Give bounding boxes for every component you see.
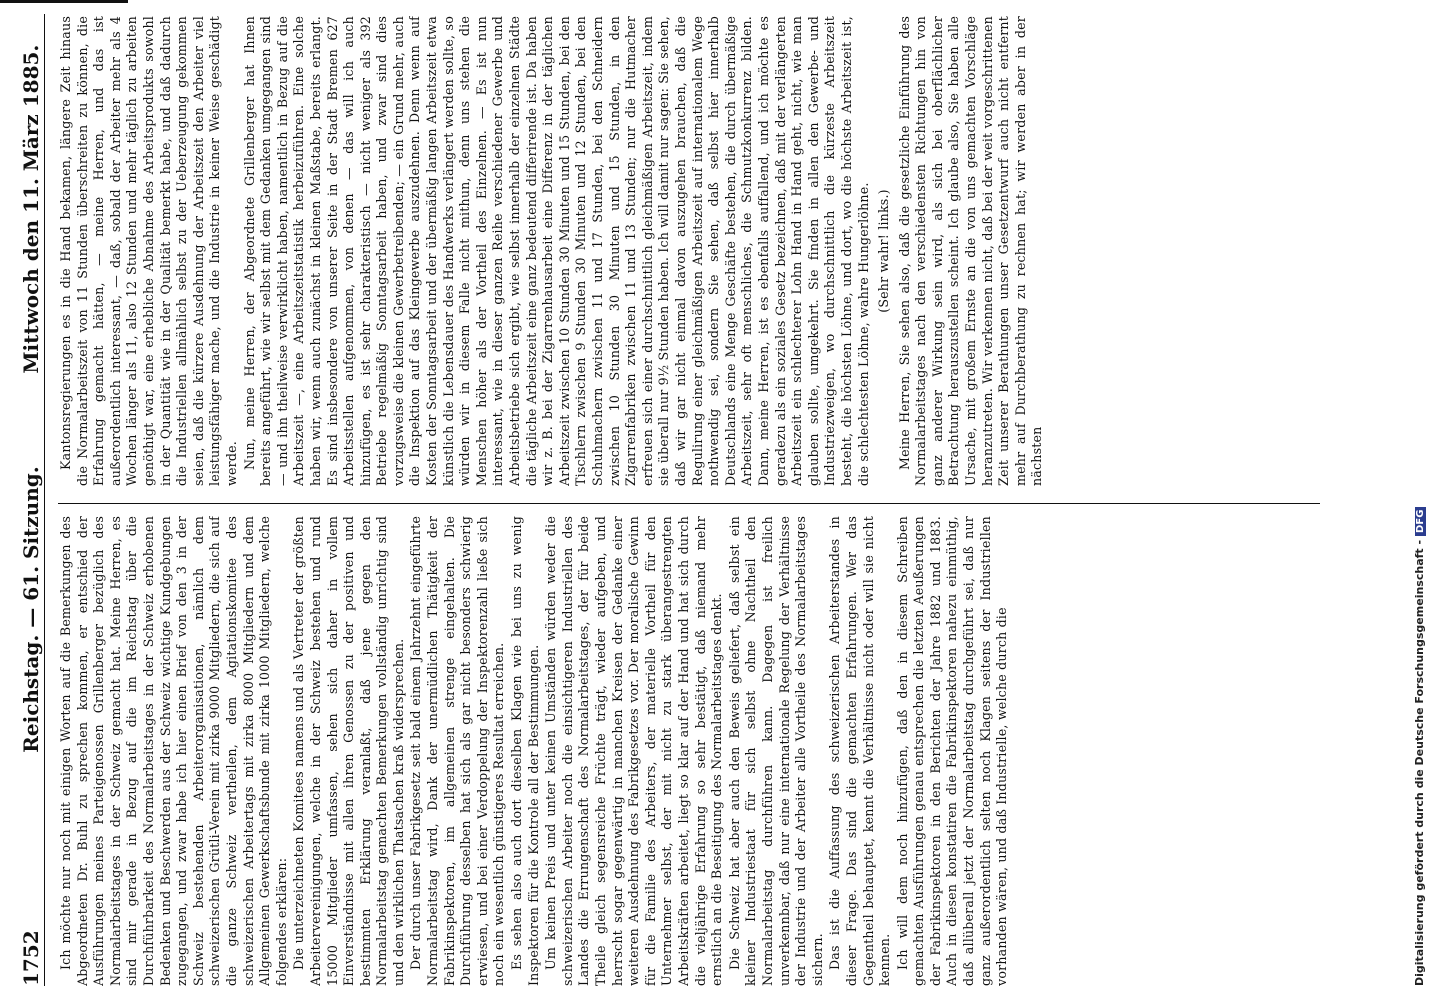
paragraph: Um keinen Preis und unter keinen Umständen würden weder die schweizerischen Arbeiter noch die einsichtigeren Industriellen des Landes die Errungenschaft des Normalarbeitstages, der für beide Theile gleich segensreiche Früchte trägt, wieder aufgeben, und herrscht sogar gegenwärtig in manchen Kreisen der Gedanke einer weiteren Ausdehnung des Fabrikgesetzes vor. Der moralische Gewinn für die Familie des Arbeiters, der materielle Vortheil für den Unternehmer selbst, der mit nicht zu stark überangestrengten Arbeitskräften arbeitet, liegt so klar auf der Hand und hat sich durch die vieljährige Erfahrung so sehr bestätigt, daß niemand mehr ernstlich an die Beseitigung des Normalarbeitstages denkt. [543,516,725,986]
session-title: Reichstag. — 61. Sitzung. [19,466,43,753]
paragraph: Das ist die Auffassung des schweizerischen Arbeiterstandes in dieser Frage. Das sind die gemachten Erfahrungen. Wer das Gegentheil behauptet, kennt die Verhältnisse nicht oder will sie nicht kennen. [827,516,893,986]
paragraph: Die unterzeichneten Komitees namens und als Vertreter der größten Arbeitervereinigungen, welche in der Schweiz bestehen und rund 15000 Mitglieder umfassen, sehen sich daher in vollem Einverständnisse mit allen ihren Genossen zu der positiven und bestimmten Erklärung veranlaßt, daß jene gegen den Normalarbeitstag gemachten Bemerkungen vollständig unrichtig sind und den wirklichen Thatsachen kraß widersprechen. [291,516,406,986]
paragraph: Kantonsregierungen es in die Hand bekamen, längere Zeit hinaus die Normalarbeitszeit von 11 Stunden überschreiten zu können, die Erfahrung gemacht hätten, — meine Herren, und das ist außerordentlich interessant, — daß, sobald der Arbeiter mehr als 4 Wochen länger als 11, also 12 Stunden und mehr täglich zu arbeiten genöthigt war, eine erhebliche Abnahme des Arbeitsprodukts sowohl in der Quantität wie in der Qualität bemerkt habe, und daß dadurch die Industriellen allmählich selbst zu der Ueberzeugung gekommen seien, daß die kürzere Ausdehnung der Arbeitszeit den Arbeiter viel leistungsfähiger mache, und die Industrie in keiner Weise geschädigt werde. [58,16,239,486]
column-divider [58,503,1320,504]
paragraph: Ich möchte nur noch mit einigen Worten auf die Bemerkungen des Abgeordneten Dr. Buhl zu sprechen kommen, er entschied der Ausführungen meines Parteigenossen Grillenberger bezüglich des Normalarbeitstages in der Schweiz gemacht hat. Meine Herren, es sind mir gerade in Bezug auf die im Reichstag über die Durchführbarkeit des Normalarbeitstages in der Schweiz erhobenen Bedenken und Beschwerden aus der Schweiz wichtige Kundgebungen zugegangen, und zwar habe ich hier einen Brief von den 3 in der Schweiz bestehenden Arbeiterorganisationen, nämlich dem schweizerischen Grütli-Verein mit zirka 9000 Mitgliedern, die sich auf die ganze Schweiz vertheilen, dem Agitationskomitee des schweizerischen Arbeitertags mit zirka 8000 Mitgliedern und dem Allgemeinen Gewerkschaftsbunde mit zirka 1000 Mitgliedern, welche folgendes erklären: [58,516,289,986]
paragraph: Meine Herren, Sie sehen also, daß die gesetzliche Einführung des Normalarbeitstages nach den verschiedensten Richtungen hin von ganz anderer Wirkung sein wird, als sich bei oberflächlicher Betrachtung herauszustellen scheint. Ich glaube also, Sie haben alle Ursache, mit großem Ernste an die von uns gemachten Vorschläge heranzutreten. Wir verkennen nicht, daß bei der weit vorgeschrittenen Zeit unserer Berathungen unser Gesetzentwurf auch nicht entfernt mehr auf Durchberathung zu rechnen hat; wir werden aber in der nächsten [896,16,1045,486]
digitization-watermark [1408,6,1428,986]
dfg-logo: DFG [1415,507,1426,536]
interjection: (Sehr wahr! links.) [876,189,892,313]
session-date: Mittwoch den 11. März 1885. [19,44,43,374]
paragraph: Die Schweiz hat aber auch den Beweis geliefert, daß selbst ein kleiner Industriestaat für sich selbst ohne Nachtheil den Normalarbeitstag durchführen kann. Dagegen ist freilich unverkennbar, daß nur eine internationale Regelung der Verhältnisse der Industrie und der Arbeiter alle Vortheile des Normalarbeitstages sichern. [726,516,825,986]
watermark-text: Digitalisierung gefördert durch die Deutsche Forschungsgemeinschaft - [1413,539,1426,986]
paragraph: Der durch unser Fabrikgesetz seit bald einem Jahrzehnt eingeführte Normalarbeitstag wird, Dank der unermüdlichen Thätigkeit der Fabrikinspektoren, im allgemeinen strenge eingehalten. Die Durchführung desselben hat sich als gar nicht besonders schwierig erwiesen, und bei einer Verdoppelung der Inspektorenzahl ließe sich noch ein wesentlich günstigeres Resultat erreichen. [408,516,507,986]
left-column [58,516,1318,986]
paragraph: Es sehen also auch dort dieselben Klagen wie bei uns zu wenig Inspektoren für die Kontrole all der Bestimmungen. [509,516,541,986]
right-column [58,16,1318,486]
paragraph: Ich will dem noch hinzufügen, daß den in diesem Schreiben gemachten Ausführungen genau entsprechen die letzten Aeußerungen der Fabrikinspektoren in den Berichten der Jahre 1882 und 1883. Auch in diesen konstatiren die Fabrikinspektoren nahezu einmüthig, daß allüberall jetzt der Normalarbeitstag durchgeführt sei, daß nur ganz außerordentlich selten noch Klagen seitens der Industriellen vorhanden wären, und daß Industrielle, welche durch die [894,516,1010,986]
paragraph: Nun, meine Herren, der Abgeordnete Grillenberger hat Ihnen bereits angeführt, wie wir selbst mit dem Gedanken umgegangen sind — und ihn theilweise verwirklicht haben, namentlich in Bezug auf die Arbeitszeit —, eine Arbeitszeitstatistik herbeizuführen. Eine solche haben wir, wenn auch zunächst in kleinen Maßstabe, bereits erlangt. Es sind insbesondere von unserer Seite in der Stadt Bremen 627 Arbeitsstellen aufgenommen, von denen — das will ich auch hinzufügen, es ist sehr charakteristisch — nicht weniger als 392 Betriebe regelmäßig Sonntagsarbeit haben, und zwar sind dies vorzugsweise die kleinen Gewerbetreibenden; — ein Grund mehr, auch die Inspektion auf das Kleingewerbe auszudehnen. Denn wenn auf Kosten der Sonntagsarbeit und der übermäßig langen Arbeitszeit etwa künstlich die Lebensdauer des Handwerks verlängert werden sollte, so würden wir in diesem Falle nicht mithun, denn uns stehen die Menschen höher als der Vortheil des Einzelnen. — Es ist nun interessant, wie in dieser ganzen Reihe verschiedener Gewerbe und Arbeitsbetriebe sich ergibt, wie selbst innerhalb der einzelnen Städte die tägliche Arbeitszeit eine ganz bedeutend differirende ist. Da haben wir z. B. bei der Zigarrenhausarbeit eine Differenz in der täglichen Arbeitszeit zwischen 10 Stunden 30 Minuten und 15 Stunden, bei den Tischlern zwischen 9 Stunden 30 Minuten und 12 Stunden, bei den Schuhmachern zwischen 11 und 17 Stunden, bei den Schneidern zwischen 10 Stunden 30 Minuten und 15 Stunden, in den Zigarrenfabriken zwischen 11 und 13 Stunden; nur die Hutmacher erfreuen sich einer durchschnittlich gleichmäßigen Arbeitszeit, indem sie überall nur 9½ Stunden haben. Ich will damit nur sagen: Sie sehen, daß wir gar nicht einmal davon auszugehen brauchen, daß die Regulirung einer gleichmäßigen Arbeitszeit auf internationalem Wege nothwendig sei, sondern Sie sehen, daß selbst hier innerhalb Deutschlands eine Menge Geschäfte bestehen, die durch übermäßige Arbeitszeit, sehr oft menschliches, die Schmutzkonkurrenz bilden. Dann, meine Herren, ist es ebenfalls auffallend, und ich möchte es geradezu als ein soziales Gesetz bezeichnen, daß mit der verlängerten Arbeitszeit ein schlechterer Lohn Hand in Hand geht, nicht, wie man glauben sollte, umgekehrt. Sie finden in allen den Gewerbe- und Industriezweigen, wo durchschnittlich die kürzeste Arbeitszeit besteht, die höchsten Löhne, und dort, wo die höchste Arbeitszeit ist, die schlechtesten Löhne, wahre Hungerlöhne. [241,16,871,486]
page-header [18,14,45,986]
page-number: 1752 [19,930,43,986]
